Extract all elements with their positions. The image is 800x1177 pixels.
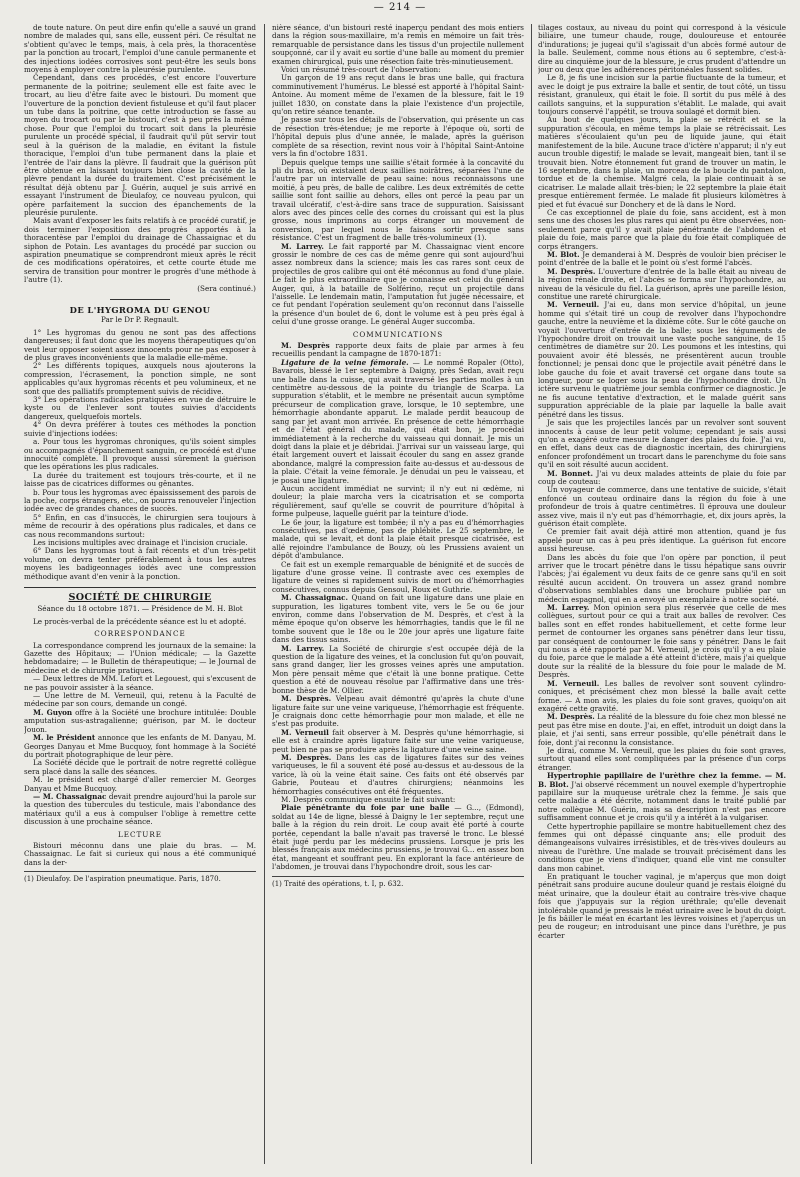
paragraph: 6° Dans les hygromas tout à fait récents et d'un très-petit volume, on devra tenter préférablement à tous les autres moyens les badigeonnages iodés avec une compression méthodique avant d'en venir à la ponction. <box>24 546 256 581</box>
separator <box>110 299 170 300</box>
paragraph <box>538 251 786 268</box>
paragraph: M. Desprès communique ensuite le fait suivant: <box>281 794 456 804</box>
paragraph-text: J'ai eu, dans mon service d'hôpital, un jeune homme qui s'était tiré un coup de revolver dans l'hypochondre gauche, entre la neuvième et la dixième côte. Sur le côté gauche on voyait l'ouverture d'entrée de la balle; sous les téguments de l'hypochondre droit on trouvait une vaste poche sanguine, de 15 centimètres de diamètre sur 20. Les poumons et les intestins, qui pouvaient avoir été blessés, ne présentèrent aucun trouble fonctionnel; je pensai donc que le projectile avait pénétré dans le lobe gauche du foie et avait traversé cet organe dans toute sa longueur, pour se loger sous la peau de l'hypochondre droit. Un ictère survenu le quatrième jour sembla confirmer ce diagnostic. Je ne fis aucune tentative d'extraction, et le malade guérit sans suppuration appréciable de la plaie par laquelle la balle avait pénétré dans les tissus. <box>538 300 786 419</box>
paragraph: Un voyageur de commerce, dans une tentative de suicide, s'était enfoncé un couteau ordinaire dans la région du foie à une profondeur de trois à quatre centimètres. Il éprouva une douleur assez vive, mais il n'y eut pas d'hémorrhagie, et, dix jours après, la guérison était complète. <box>538 485 786 528</box>
paragraph <box>272 243 524 327</box>
paragraph: de toute nature. On peut dire enfin qu'elle a sauvé un grand nombre de malades qui, sans elle, eussent péri. Ce résultat ne s'obtient qu'avec le temps, mais, à cela près, la thoracentèse par la ponction au trocart, l'emploi d'une canule permanente et des injections iodées corrosives sont peut-être les seuls bons moyens à employer contre la pleurésie purulente. <box>24 24 256 75</box>
paragraph <box>538 301 786 419</box>
case-title: Ligature de la veine fémorale. <box>281 357 409 367</box>
paragraph <box>272 359 524 485</box>
paragraph: — Une lettre de M. Verneuil, qui, retenu à la Faculté de médecine par son cours, demande un congé. <box>24 691 256 709</box>
paragraph <box>272 645 524 695</box>
column-left <box>24 24 256 1164</box>
paragraph-text: J'ai vu deux malades atteints de plaie du foie par coup de couteau: <box>538 468 786 486</box>
paragraph: La correspondance comprend les journaux de la semaine: la Gazette des Hôpitaux; — l'Union médicale; — la Gazette hebdomadaire; — le Bulletin de thérapeutique; — le Journal de médecine et de chirurgie pratiques. <box>24 640 256 675</box>
paragraph: Ce fait est un exemple remarquable de bénignité et de succès de ligature d'une grosse veine. Il contraste avec ces exemples de ligature de veines si rapidement suivis de mort ou d'hémorrhagies consécutives, connus depuis Gensoul, Roux et Guthrie. <box>272 559 524 594</box>
session-line: Séance du 18 octobre 1871. — Présidence de M. H. Blot <box>37 604 243 614</box>
paragraph: Au bout de quelques jours, la plaie se rétrécit et se la suppuration s'écoula, en même temps la plaie se rétrécissait. Les matières s'écoulaient qu'un peu de liquide jaune, qui était manifestement de la bile. Aucune trace d'ictère n'apparut; il n'y eut aucun trouble digestif; le malade se levait, mangeait bien, tant il se trouvait bien. Notre étonnement fut grand de trouver un matin, le 16 septembre, dans la plaie, un morceau de la boucle du pantalon, tordue et de la chemise. Malgré cela, la plaie continuait à se cicatriser. Le malade allait très-bien; le 22 septembre la plaie était presque entièrement fermée. Le malade fit plusieurs kilomètres à pied et fut évacué sur Donchery et de là dans le Nord. <box>538 115 786 209</box>
paragraph: 5° Enfin, en cas d'insuccès, le chirurgien sera toujours à même de recourir à des opérations plus radicales, et dans ce cas nous recommandons surtout: <box>24 512 256 539</box>
paragraph: Le 6e jour, la ligature est tombée; il n'y a pas eu d'hémorrhagies consécutives, pas d'œdème, pas de phlébite. Le 25 septembre, le malade, qui se levait, et dont la plaie était presque cicatrisée, est allé rejoindre l'ambulance de Bouzy, où les Prussiens avaient un dépôt d'ambulance. <box>272 517 524 561</box>
paragraph: Je sais que les projectiles lancés par un revolver sont souvent innocents à cause de leur petit volume; cependant je sais aussi qu'on a exagéré outre mesure le danger des plaies du foie. J'ai vu, en effet, dans deux cas de diagnostic incertain, des chirurgiens enfoncer profondément un trocart dans le parenchyme du foie sans qu'il en soit résulté aucun accident. <box>538 418 786 470</box>
section-title-communications: COMMUNICATIONS <box>352 329 444 339</box>
paragraph-text: annonce que les enfants de M. Danyau, M. Georges Danyau et Mme Bucquoy, font hommage à la Société du portrait photographique de leur père. <box>24 733 256 759</box>
paragraph: Je passe sur tous les détails de l'observation, qui présente un cas de résection très-étendue; je me reporte à l'époque où, sorti de l'hôpital depuis plus d'une année, le malade, après la guérison complète de sa résection, revint nous voir à l'hôpital Saint-Antoine vers la fin d'octobre 1831. <box>272 115 524 159</box>
column-right <box>538 24 786 1164</box>
paragraph-text: J'ai observé récemment un nouvel exemple d'hypertrophie papillaire sur la muqueuse urétrale chez la femme. Je sais que cette maladie a été décrite, notamment dans le traité publié par notre collègue M. Guérin, mais sa description n'est pas encore suffisamment connue et je crois qu'il y a intérêt à la vulgariser. <box>538 779 786 823</box>
paragraph <box>272 729 524 754</box>
paragraph-text: devait prendre aujourd'hui la parole sur la question des tubercules du testicule, mais l'abondance des matériaux qu'il a eus à compulser l'oblige à remettre cette discussion à une prochaine séance. <box>24 791 256 827</box>
paragraph <box>538 470 786 487</box>
speaker-name: M. Desprès. <box>547 266 596 276</box>
footnote: (1) Dieulafoy. De l'aspiration pneumatique. Paris, 1870. <box>24 871 256 883</box>
paragraph <box>272 342 524 359</box>
separator <box>24 587 256 588</box>
speaker-name: M. le Président <box>33 733 96 743</box>
paragraph: Mais avant d'exposer les faits relatifs à ce procédé curatif, je dois terminer l'exposition des progrès apportés à la thoracentèse par l'emploi du drainage de Chassaignac et du siphon de Potain. Les avantages du procédé par succion ou aspiration pneumatique se comprendront mieux après le récit de ces modifications opératoires, et cette courte étude me servira de transition pour montrer le progrès d'une méthode à l'autre (1). <box>24 216 256 285</box>
paragraph: Aucun accident immédiat ne survint; il n'y eut ni œdème, ni douleur; la plaie marcha vers la cicatrisation et se comporta régulièrement, sauf qu'elle se couvrit de pourriture d'hôpital à forme pulpeuse, laquelle guérit par la teinture d'iode. <box>272 483 524 519</box>
article-author: Par le Dr P. Regnault. <box>100 315 180 325</box>
paragraph <box>538 713 786 747</box>
paragraph-text: rapporte deux faits de plaie par armes à feu recueillis pendant la campagne de 1870-1871: <box>272 341 524 359</box>
speaker-name: M. Chassaignac. <box>281 593 349 603</box>
paragraph <box>538 268 786 302</box>
paragraph-text: Mon opinion sera plus réservée que celle de mes collègues, surtout pour ce qui a trait aux balles de revolver. Ces balles sont en effet rondes habituellement, et cette forme leur permet de contourner les organes sans pénétrer dans leur tissu, par conséquent de contourner le foie sans y pénétrer. Dans le fait qui nous a été rapporté par M. Verneuil, je crois qu'il y a eu plaie du foie, parce que le malade a été atteint d'ictère, mais j'ai quelque doute sur la réalité de la blessure du foie pour le malade de M. Desprès. <box>538 603 786 680</box>
article-title: DE L'HYGROMA DU GENOU <box>69 305 211 315</box>
paragraph: b. Pour tous les hygromas avec épaississement des parois de la poche, corps étrangers, etc., on pourra renouveler l'injection iodée avec de grandes chances de succès. <box>24 487 256 514</box>
paragraph <box>538 604 786 680</box>
paragraph-text: offre à la Société une brochure intitulée: Double amputation sus-astragalienne; guérison, par M. le docteur Jouon. <box>24 707 256 734</box>
paragraph: 1° Les hygromas du genou ne sont pas des affections dangereuses; il faut donc que les moyens thérapeutiques qu'on veut leur opposer soient assez innocents pour ne pas exposer à de plus graves inconvénients que la maladie elle-même. <box>24 327 256 363</box>
paragraph <box>272 804 524 871</box>
column-middle <box>272 24 524 1164</box>
paragraph <box>24 734 256 759</box>
paragraph: Les incisions multiples avec drainage et l'incision cruciale. <box>33 537 248 547</box>
paragraph: En pratiquant le toucher vaginal, je m'aperçus que mon doigt pénétrait sans produire aucune douleur quand je restais éloigné du méat urinaire, que la douleur était au contraire très-vive chaque fois que j'appuyais sur la région uréthrale; qu'elle devenait intolérable quand je pressais le méat urinaire avec le bout du doigt. Je fis bâiller le méat en écartant les lèvres voisines et j'aperçus un peu de rougeur; en introduisant une pince dans l'urèthre, je pus écarter <box>538 872 786 940</box>
paragraph: Dans les abcès du foie que l'on opère par ponction, il peut arriver que le trocart pénètre dans le tissu hépatique sans ouvrir l'abcès; j'ai également vu deux faits de ce genre sans qu'il en soit résulté aucun accident. On trouvera un assez grand nombre d'observations semblables dans une brochure publiée par un médecin espagnol, qui en a envoyé un exemplaire à notre société. <box>538 552 786 604</box>
society-title: SOCIÉTÉ DE CHIRURGIE <box>68 592 212 603</box>
paragraph: Je dirai, comme M. Verneuil, que les plaies du foie sont graves, surtout quand elles sont compliquées par la présence d'un corps étranger. <box>538 745 786 772</box>
paragraph: Voici un résumé très-court de l'observation: <box>281 65 441 75</box>
paragraph: Cette hypertrophie papillaire se montre habituellement chez des femmes qui ont dépassé cinquante ans; elle produit des démangeaisons vulvaires irrésistibles, et de très-vives douleurs au niveau de l'urèthre. Une malade se trouvait précisément dans les conditions que je viens d'indiquer, quand elle vint me consulter dans mon cabinet. <box>538 821 786 873</box>
column-divider <box>264 24 265 1164</box>
paragraph-text: Velpeau avait démontré qu'après la chute d'une ligature faite sur une veine variqueuse, l'hémorrhagie est fréquente. Je craignais donc cette hémorrhagie pour mon malade, et elle ne s'est pas produite. <box>272 694 524 729</box>
paragraph-text: La Société de chirurgie s'est occupée déjà de la question de la ligature des veines, et la conclusion fut qu'on pouvait, sans grand danger, lier les grosses veines après une amputation. Mon père pensait même que c'était là une bonne pratique. Cette question a été de nouveau résolue par l'affirmative dans une très-bonne thèse de M. Ollier. <box>272 643 524 695</box>
speaker-name: M. Desprès. <box>281 752 332 762</box>
speaker-name: M. Larrey. <box>547 603 590 613</box>
paragraph-text: Les balles de revolver sont souvent cylindro-coniques, et précisément chez mon blessé la balle avait cette forme. — A mon avis, les plaies du foie sont graves, quoiqu'on ait exagéré cette gravité. <box>538 678 786 713</box>
section-title-correspondance: CORRESPONDANCE <box>94 629 186 639</box>
speaker-name: M. Verneuil. <box>547 678 600 688</box>
paragraph: tilages costaux, au niveau du point qui correspond à la vésicule biliaire, une tumeur chaude, rouge, douloureuse et entourée d'indurations; je jugeai qu'il s'agissait d'un abcès formé autour de la balle. Seulement, comme nous étions au 6 septembre, c'est-à-dire au cinquième jour de la blessure, je crus prudent d'attendre un jour ou deux que les adhérences péritonéales fussent solides. <box>538 24 786 75</box>
paragraph: 2° Les différents topiques, auxquels nous ajouterons la compression, l'écrasement, la ponction simple, ne sont applicables qu'aux hygromas récents et peu volumineux, et ne sont que des palliatifs promptement suivis de récidive. <box>24 361 256 396</box>
paragraph: Ce premier fait avait déjà attiré mon attention, quand je fus appelé pour un cas à peu près identique. La guérison fut encore aussi heureuse. <box>538 527 786 554</box>
paragraph: a. Pour tous les hygromas chroniques, qu'ils soient simples ou accompagnés d'épanchement sanguin, ce procédé est d'une innocuité complète. Il provoque aussi sûrement la guérison que les opérations les plus radicales. <box>24 437 256 472</box>
paragraph: Cependant, dans ces procédés, c'est encore l'ouverture permanente de la poitrine; seulement elle est faite avec le trocart, au lieu d'être faite avec le bistouri. Du moment que l'ouverture de la ponction devient fistuleuse et qu'il faut placer un tube dans la poitrine, que cette introduction se fasse au moyen du trocart ou par le bistouri, c'est à peu près la même chose. Pour que l'emploi du trocart soit dans la pleurésie purulente un procédé spécial, il faudrait qu'il pût servir tout seul à la guérison de la maladie, en évitant la fistule thoracique, l'emploi d'un tube permanent dans la plaie et l'entrée de l'air dans la plèvre. Il faudrait que la guérison pût être obtenue en laissant toujours bien close la cavité de la plèvre pendant la durée du traitement. C'est précisément le résultat déjà obtenu par J. Guérin, auquel je suis arrivé en essayant l'instrument de Dieulafoy, ce nouveau pyulcon, qui opère parfaitement la succion des épanchements de la pleurésie purulente. <box>24 73 256 217</box>
speaker-name: M. Verneuil <box>281 727 329 737</box>
paragraph-text: fait observer à M. Desprès qu'une hémorrhagie, si elle est à craindre après ligature faite sur une veine variqueuse, peut bien ne pas se produire après la ligature d'une veine saine. <box>272 727 524 754</box>
speaker-name: M. Guyon <box>33 707 73 717</box>
paragraph-text: Dans les cas de ligatures faites sur des veines variqueuses, le fil a souvent été posé au-dessus et au-dessous de la varice, là où la veine était saine. Ces faits ont été observés par Gabrie, Pouteau et d'autres chirurgiens; néanmoins les hémorrhagies consécutives ont été fréquentes. <box>272 752 524 796</box>
paragraph: La Société décide que le portrait de notre regretté collègue sera placé dans la salle des séances. <box>24 758 256 776</box>
paragraph <box>24 793 256 827</box>
speaker-name: — M. Chassaignac <box>33 791 107 801</box>
speaker-name: M. Larrey. <box>281 643 325 653</box>
speaker-name: M. Desprès. <box>547 712 595 722</box>
paragraph: 4° On devra préférer à toutes ces méthodes la ponction suivie d'injections iodées: <box>24 420 256 438</box>
paragraph: Ce cas exceptionnel de plaie du foie, sans accident, est à mon sens une des choses les plus rares qui aient pu être observées, non-seulement parce qu'il y avait plaie pénétrante de l'abdomen et plaie du foie, mais parce que la plaie du foie était compliquée de corps étrangers. <box>538 207 786 251</box>
case-title: Plaie pénétrante du foie par une balle <box>281 803 450 813</box>
paragraph: nière séance, d'un bistouri resté inaperçu pendant des mois entiers dans la région sous-maxillaire, m'a remis en mémoire un fait très-remarquable de persistance dans les tissus d'un projectile nullement soupçonné, car il y avait eu sortie d'une balle au moment du premier examen chirurgical, puis une résection faite très-minutieusement. <box>272 24 524 66</box>
paragraph-text: Je demanderai à M. Desprès de vouloir bien préciser le point d'entrée de la balle et le point où s'est formé l'abcès. <box>538 249 786 268</box>
continued-note: (Sera continué.) <box>197 283 256 293</box>
paragraph-text: Le fait rapporté par M. Chassaignac vient encore grossir le nombre de ces cas de même genre qui sont aujourd'hui assez nombreux dans la science; mais les cas rares sont ceux de projectiles de gros calibre qui ont été méconnus au fond d'une plaie. Le fait le plus extraordinaire que je connaisse est celui du général Auger, qui, à la bataille de Solférino, reçut un projectile dans l'aisselle. Le lendemain matin, l'amputation fut jugée nécessaire, et ce fut pendant l'opération seulement qu'on reconnut dans l'aisselle la présence d'un boulet de 6, dont le volume est à peu près égal à celui d'une grosse orange. Le général Auger succomba. <box>272 241 524 327</box>
footnote: (1) Traité des opérations, t. I, p. 632. <box>272 876 524 888</box>
paragraph-text: — G..., (Edmond), soldat au 14e de ligne, blessé à Daigny le 1er septembre, reçut une balle à la région du rein droit. Le coup avait été porté à courte portée, cependant la balle n'avait pas traversé le tronc. Le blessé était jugé perdu par les médecins prussiens. Lorsque je pris les blessés français aux médecins prussiens, je trouvai G... en assez bon état, mangeant et souffrant peu. En explorant la face antérieure de l'abdomen, je trouvai dans l'hypochondre droit, sous les car- <box>272 803 524 872</box>
page-number: — 214 — <box>373 2 427 13</box>
speaker-name: — M. B. Blot. <box>538 771 786 789</box>
paragraph-text: La réalité de la blessure du foie chez mon blessé ne peut pas être mise en doute. J'ai, en effet, introduit un doigt dans la plaie, et j'ai senti, sans erreur possible, qu'elle pénétrait dans le foie, dont j'ai reconnu la consistance. <box>538 712 786 747</box>
paragraph <box>272 594 524 644</box>
paragraph: Depuis quelque temps une saillie s'était formée à la concavité du pli du bras, où existaient deux saillies noirâtres, séparées l'une de l'autre par un intervalle de peau saine: nous reconnaissons une moitié, à peu près, de balle de calibre. Les deux extrémités de cette saillie sont font saillie au dehors, elles ont percé la peau par un travail ulcératif, c'est-à-dire sans trace de suppuration. Saisissant alors avec des pinces celle des cornes du croissant qui est la plus grosse, nous imprimons au corps étranger un mouvement de conversion, par lequel nous le faisons sortir presque sans résistance. C'est un fragment de balle très-volumineux (1). <box>272 157 524 243</box>
paragraph: 3° Les opérations radicales pratiquées en vue de détruire le kyste ou de l'enlever sont toutes suivies d'accidents dangereux, quelquefois mortels. <box>24 395 256 421</box>
speaker-name: M. Desprès. <box>281 694 332 704</box>
speaker-name: M. Blot. <box>547 249 580 259</box>
paragraph <box>272 754 524 796</box>
paragraph <box>272 695 524 729</box>
paragraph-text: — Le nommé Ropaler (Otto), Bavarois, blessé le 1er septembre à Daigny, près Sedan, avait reçu une balle dans la cuisse, qui avait traversé les parties molles à un centimètre au-dessous de la pointe du triangle de Scarpa. La suppuration s'établit, et le membre ne présentait aucun symptôme précurseur de complication grave, lorsque, le 10 septembre, une hémorrhagie abondante apparut. Le malade perdit beaucoup de sang par jet avant mon arrivée. En présence de cette hémorrhagie et de l'état général du malade, qui était bon, je procédai immédiatement à la recherche du vaisseau qui donnait. Je mis un doigt dans la plaie et je débridai. J'arrivai sur un vaisseau large, qui était largement ouvert et laissait écouler du sang en assez grande abondance, malgré la compression faite au-dessus et au-dessous de la plaie. C'était la veine fémorale. Je dénudai un peu le vaisseau, et je posai une ligature. <box>272 357 524 485</box>
paragraph: Le procès-verbal de la précédente séance est lu et adopté. <box>33 616 247 626</box>
paragraph <box>538 772 786 822</box>
speaker-name: M. Bonnet. <box>547 468 593 478</box>
column-divider <box>531 24 532 1164</box>
speaker-name: M. Larrey. <box>281 241 324 251</box>
paragraph-text: L'ouverture d'entrée de la balle était au niveau de la région rénale droite, et l'abcès se forma sur l'hypochondre, au niveau de la vésicule du fiel. La guérison, après une pareille lésion, constitue une rareté chirurgicale. <box>538 266 786 301</box>
paragraph: Bistouri méconnu dans une plaie du bras. — M. Chassaignac. Le fait si curieux qui nous a été communiqué dans la der- <box>24 840 256 867</box>
paragraph <box>538 680 786 714</box>
section-title-lecture: LECTURE <box>117 829 163 839</box>
paragraph: La durée du traitement est toujours très-courte, et il ne laisse pas de cicatrices difformes ou gênantes. <box>24 470 256 489</box>
case-title: Hypertrophie papillaire de l'urèthre chez la femme. <box>547 771 762 781</box>
paragraph-text: Quand on fait une ligature dans une plaie en suppuration, les ligatures tombent vite, vers le 5e ou 6e jour environ, comme dans l'observation de M. Desprès, et c'est à la même époque qu'on observe les hémorrhagies, tandis que le fil ne tombe souvent que le 18e ou le 20e jour après une ligature faite dans des tissus sains. <box>272 593 524 645</box>
paragraph <box>24 709 256 734</box>
speaker-name: M. Desprès <box>281 341 330 351</box>
paragraph: Un garçon de 19 ans reçut dans le bras une balle, qui fractura comminutivement l'humérus. Le blessé est apporté à l'hôpital Saint-Antoine. Au moment même de l'examen de la blessure, fait le 19 juillet 1830, on constate dans la plaie l'existence d'un projectile, qu'on retire séance tenante. <box>272 73 524 117</box>
speaker-name: M. Verneuil. <box>547 300 600 310</box>
paragraph: M. le président est chargé d'aller remercier M. Georges Danyau et Mme Bucquoy. <box>24 775 256 793</box>
paragraph: — Deux lettres de MM. Lefort et Legouest, qui s'excusent de ne pas pouvoir assister à la séance. <box>24 674 256 692</box>
paragraph: Le 8, je fis une incision sur la partie fluctuante de la tumeur, et avec le doigt je pus extraire la balle et sentir, de tout côté, un tissu résistant, granuleux, qui était le foie. Il sortit du pus mêlé à des caillots sanguins, et la suppuration s'établit. Le malade, qui avait toujours conservé l'appétit, se trouva soulagé et dormit bien. <box>538 73 786 117</box>
